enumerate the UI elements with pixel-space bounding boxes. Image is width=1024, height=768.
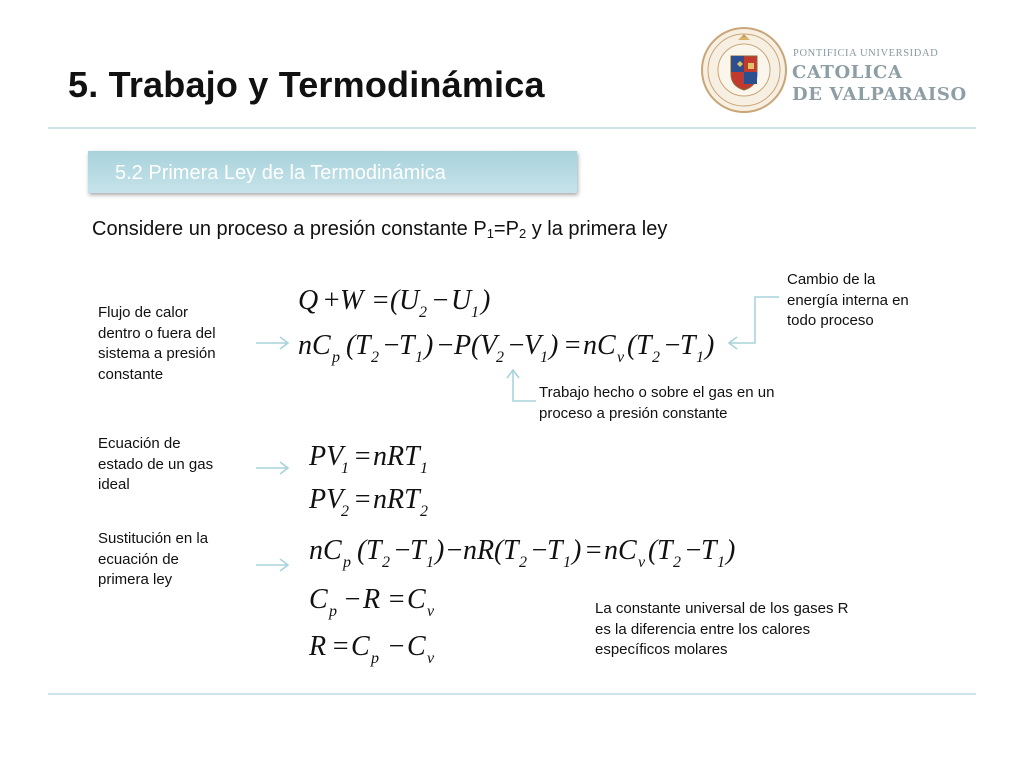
svg-text:2: 2 — [673, 554, 681, 571]
arrow-right-icon — [255, 335, 291, 351]
note-ecuacion — [98, 434, 213, 496]
svg-text:2: 2 — [652, 349, 660, 366]
svg-text:U: U — [399, 285, 420, 316]
svg-text:T: T — [680, 330, 696, 361]
note-line: específicos molares — [595, 641, 728, 658]
svg-text:+: + — [322, 285, 341, 316]
svg-text:−: − — [530, 535, 549, 566]
note-line: todo proceso — [787, 312, 874, 329]
bottom-divider — [48, 693, 976, 695]
note-line: La constante universal de los gases R — [595, 600, 849, 617]
svg-text:p: p — [332, 349, 340, 366]
svg-text:v: v — [617, 349, 625, 366]
svg-text:nC: nC — [298, 330, 331, 361]
svg-text:=: = — [584, 535, 603, 566]
svg-text:1: 1 — [426, 554, 434, 571]
svg-text:): ) — [726, 535, 736, 566]
svg-text:): ) — [435, 535, 445, 566]
equation-expanded-first-law — [296, 324, 726, 368]
note-line: primera ley — [98, 571, 173, 588]
svg-text:1: 1 — [420, 460, 428, 476]
svg-text:2: 2 — [371, 349, 379, 366]
svg-text:1: 1 — [341, 460, 349, 476]
note-line: proceso a presión constante — [539, 404, 728, 422]
svg-text:T: T — [366, 535, 382, 566]
svg-text:W: W — [340, 285, 364, 316]
svg-text:1: 1 — [717, 554, 725, 571]
svg-text:T: T — [701, 535, 717, 566]
svg-text:): ) — [424, 330, 434, 361]
logo-line-3: DE VALPARAISO — [792, 84, 967, 105]
svg-text:C: C — [351, 631, 370, 662]
svg-text:(: ( — [627, 330, 637, 361]
intro-sub-1: 1 — [486, 226, 494, 241]
svg-text:−: − — [507, 330, 526, 361]
note-line: constante — [98, 365, 164, 383]
svg-text:R: R — [363, 584, 381, 615]
intro-eq: =P — [493, 218, 519, 240]
top-divider — [48, 127, 976, 129]
note-line: Ecuación de — [98, 435, 181, 452]
svg-text:−: − — [387, 631, 406, 662]
svg-text:p: p — [371, 650, 379, 667]
svg-text:1: 1 — [696, 349, 704, 366]
svg-text:−: − — [343, 584, 362, 615]
svg-text:1: 1 — [540, 349, 548, 366]
svg-text:=: = — [331, 631, 350, 662]
svg-text:C: C — [407, 584, 426, 615]
arrow-right-icon — [255, 460, 291, 476]
svg-text:2: 2 — [519, 554, 527, 571]
intro-sub-2: 2 — [518, 226, 527, 241]
svg-text:=: = — [371, 285, 390, 316]
svg-text:T: T — [547, 535, 563, 566]
note-line: ideal — [98, 476, 130, 493]
note-line: energía interna en — [787, 291, 909, 309]
svg-text:=: = — [353, 484, 372, 515]
note-trabajo — [539, 383, 774, 424]
svg-text:(: ( — [494, 535, 504, 566]
svg-text:v: v — [638, 554, 646, 571]
intro-text — [92, 218, 667, 241]
svg-text:−: − — [445, 535, 464, 566]
note-line: Sustitución en la — [98, 530, 209, 547]
svg-text:nR: nR — [463, 535, 495, 566]
svg-text:T: T — [657, 535, 673, 566]
note-line: Trabajo hecho o sobre el gas en un — [539, 384, 775, 401]
arrow-bend-left-icon — [725, 292, 781, 354]
intro-pre: Considere un proceso a presión constante P — [92, 218, 487, 240]
svg-text:nC: nC — [583, 330, 616, 361]
svg-text:T: T — [355, 330, 371, 361]
svg-text:Q: Q — [298, 285, 319, 316]
svg-text:p: p — [343, 554, 351, 571]
svg-text:−: − — [382, 330, 401, 361]
svg-text:v: v — [427, 603, 435, 620]
university-seal-icon — [700, 26, 788, 114]
svg-text:C: C — [407, 631, 426, 662]
note-flujo — [98, 303, 216, 385]
svg-text:−: − — [436, 330, 455, 361]
svg-text:1: 1 — [471, 304, 479, 321]
svg-text:−: − — [684, 535, 703, 566]
arrow-bend-up-icon — [502, 366, 538, 406]
svg-text:=: = — [387, 584, 406, 615]
svg-text:T: T — [410, 535, 426, 566]
svg-text:nRT: nRT — [373, 484, 420, 515]
equation-cp-minus-r — [307, 578, 457, 622]
svg-text:2: 2 — [382, 554, 390, 571]
svg-text:−: − — [663, 330, 682, 361]
svg-text:1: 1 — [415, 349, 423, 366]
svg-text:T: T — [503, 535, 519, 566]
svg-text:−: − — [393, 535, 412, 566]
svg-text:T: T — [399, 330, 415, 361]
svg-text:=: = — [353, 441, 372, 472]
svg-text:T: T — [636, 330, 652, 361]
svg-text:=: = — [563, 330, 582, 361]
svg-text:2: 2 — [341, 503, 349, 519]
equation-first-law — [296, 278, 536, 322]
arrow-right-icon — [255, 557, 291, 573]
svg-text:(: ( — [471, 330, 481, 361]
svg-text:✦: ✦ — [741, 34, 747, 40]
svg-text:R: R — [309, 631, 327, 662]
logo-line-1: PONTIFICIA UNIVERSIDAD — [793, 48, 939, 59]
equation-substitution — [307, 529, 737, 573]
svg-text:U: U — [451, 285, 472, 316]
svg-text:2: 2 — [420, 503, 428, 519]
note-line: sistema a presión — [98, 345, 216, 362]
svg-text:(: ( — [357, 535, 367, 566]
slide-title: 5. Trabajo y Termodinámica — [68, 64, 545, 105]
svg-text:V: V — [480, 330, 498, 361]
svg-text:P: P — [454, 330, 472, 361]
svg-text:nRT: nRT — [373, 441, 420, 472]
svg-text:(: ( — [346, 330, 356, 361]
svg-text:nC: nC — [604, 535, 637, 566]
section-banner: 5.2 Primera Ley de la Termodinámica — [88, 151, 577, 193]
svg-text:1: 1 — [563, 554, 571, 571]
svg-text:): ) — [705, 330, 715, 361]
logo-line-2: CATOLICA — [792, 62, 903, 83]
note-line: dentro o fuera del — [98, 324, 216, 342]
svg-text:2: 2 — [496, 349, 504, 366]
svg-text:): ) — [481, 285, 491, 316]
equation-r-value — [307, 625, 457, 669]
svg-text:C: C — [309, 584, 328, 615]
note-line: estado de un gas — [98, 455, 214, 473]
svg-text:PV: PV — [309, 441, 344, 472]
svg-text:PV: PV — [309, 484, 344, 515]
svg-text:V: V — [524, 330, 542, 361]
equation-state-1 — [307, 436, 447, 476]
note-line: Cambio de la — [787, 271, 876, 288]
svg-text:p: p — [329, 603, 337, 620]
svg-text:(: ( — [390, 285, 400, 316]
university-logo — [700, 26, 990, 118]
equation-state-2 — [307, 479, 447, 519]
intro-post: y la primera ley — [526, 218, 668, 240]
svg-text:): ) — [549, 330, 559, 361]
svg-text:2: 2 — [419, 304, 427, 321]
svg-text:): ) — [572, 535, 582, 566]
svg-text:nC: nC — [309, 535, 342, 566]
note-line: Flujo de calor — [98, 304, 189, 321]
svg-text:v: v — [427, 650, 435, 667]
note-line: es la diferencia entre los calores — [595, 620, 811, 638]
note-sustitucion — [98, 529, 208, 591]
svg-text:(: ( — [648, 535, 658, 566]
svg-text:−: − — [431, 285, 450, 316]
note-constante — [595, 599, 848, 661]
note-line: ecuación de — [98, 550, 179, 568]
note-cambio — [787, 270, 909, 332]
